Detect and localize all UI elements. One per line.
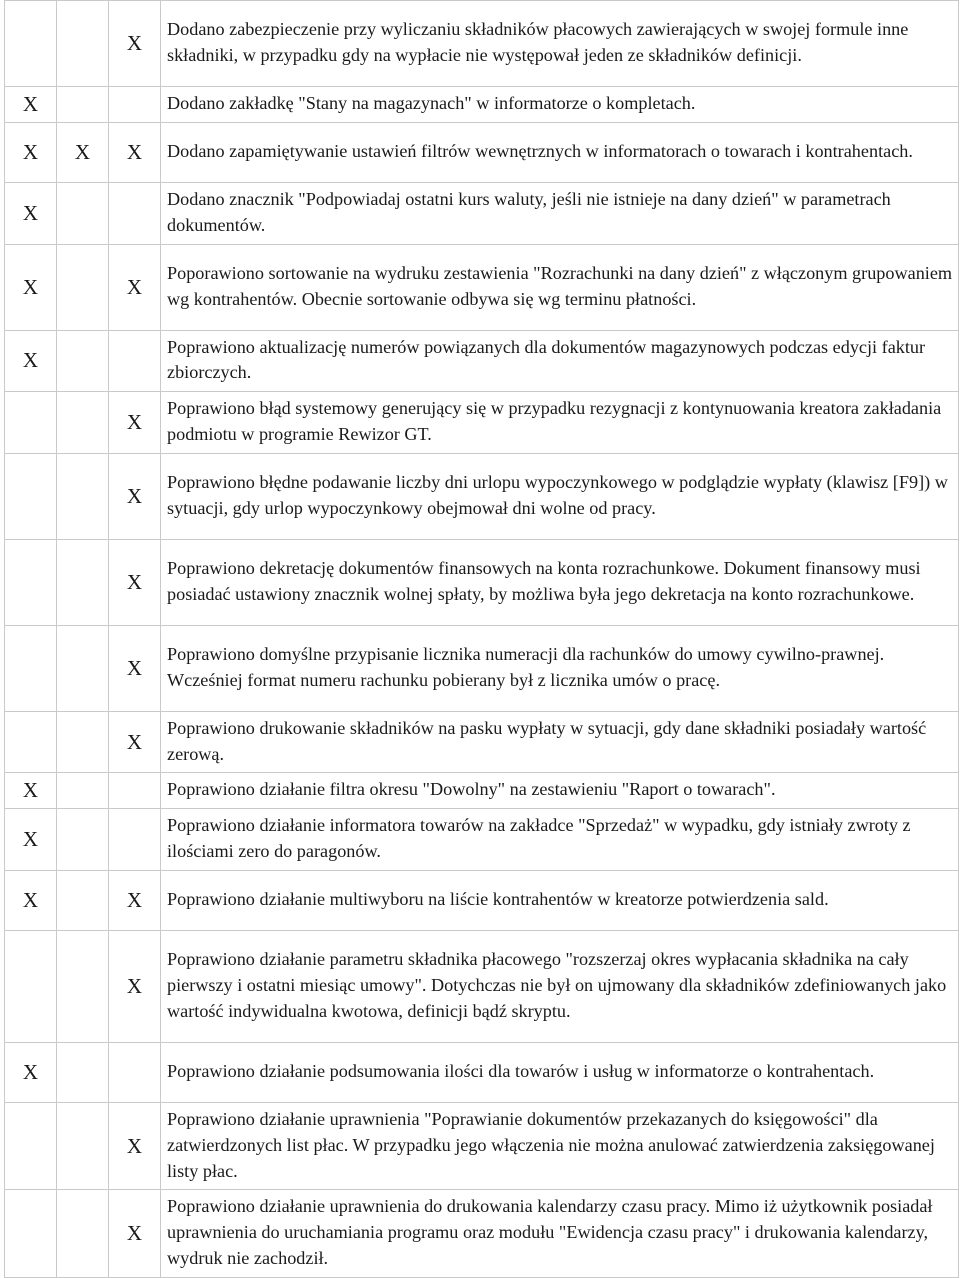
- mark-col1: [5, 711, 57, 773]
- mark-col2: [57, 870, 109, 930]
- table-row: [5, 1190, 959, 1277]
- mark-col1: [5, 625, 57, 711]
- mark-col1: [5, 392, 57, 454]
- mark-col3: X: [109, 392, 161, 454]
- change-description: Poprawiono aktualizację numerów powiązanych dla dokumentów magazynowych podczas edycji faktur zbiorczych.: [161, 330, 959, 392]
- table-row: [5, 773, 959, 809]
- table-row: [5, 1042, 959, 1102]
- change-description: Dodano zakładkę "Stany na magazynach" w informatorze o kompletach.: [161, 87, 959, 123]
- mark-col2: [57, 1042, 109, 1102]
- mark-col3: [109, 773, 161, 809]
- change-description: Poprawiono działanie multiwyboru na liście kontrahentów w kreatorze potwierdzenia sald.: [161, 870, 959, 930]
- change-description: Poprawiono błędne podawanie liczby dni urlopu wypoczynkowego w podglądzie wypłaty (klawisz [F9]) w sytuacji, gdy urlop wypoczynkowy obejmował dni wolne od pracy.: [161, 453, 959, 539]
- mark-col2: [57, 773, 109, 809]
- mark-col3: X: [109, 1190, 161, 1277]
- mark-col1: [5, 1, 57, 87]
- change-description: Poprawiono domyślne przypisanie licznika numeracji dla rachunków do umowy cywilno-prawnej. Wcześniej format numeru rachunku pobierany był z licznika umów o pracę.: [161, 625, 959, 711]
- table-row: [5, 123, 959, 183]
- mark-col3: X: [109, 539, 161, 625]
- mark-col1: X: [5, 330, 57, 392]
- mark-col1: [5, 453, 57, 539]
- mark-col1: X: [5, 1042, 57, 1102]
- mark-col2: [57, 1102, 109, 1189]
- mark-col3: [109, 330, 161, 392]
- change-description: Poprawiono błąd systemowy generujący się w przypadku rezygnacji z kontynuowania kreatora zakładania podmiotu w programie Rewizor GT.: [161, 392, 959, 454]
- change-description: Poprawiono drukowanie składników na pasku wypłaty w sytuacji, gdy dane składniki posiadały wartość zerową.: [161, 711, 959, 773]
- table-row: [5, 244, 959, 330]
- mark-col2: [57, 330, 109, 392]
- change-description: Poprawiono działanie uprawnienia do drukowania kalendarzy czasu pracy. Mimo iż użytkownik posiadał uprawnienia do uruchamiania programu oraz modułu "Ewidencja czasu pracy" i drukowania kalendarzy, wydruk nie zachodził.: [161, 1190, 959, 1277]
- mark-col2: [57, 1190, 109, 1277]
- mark-col2: [57, 453, 109, 539]
- mark-col2: [57, 392, 109, 454]
- mark-col1: [5, 930, 57, 1042]
- mark-col3: [109, 809, 161, 871]
- changelog-body: [5, 1, 959, 1278]
- mark-col2: [57, 1, 109, 87]
- table-row: [5, 330, 959, 392]
- mark-col1: X: [5, 123, 57, 183]
- change-description: Poporawiono sortowanie na wydruku zestawienia "Rozrachunki na dany dzień" z włączonym grupowaniem wg kontrahentów. Obecnie sortowanie odbywa się wg terminu płatności.: [161, 244, 959, 330]
- change-description: Poprawiono dekretację dokumentów finansowych na konta rozrachunkowe. Dokument finansowy musi posiadać ustawiony znacznik wolnej spłaty, by możliwa była jego dekretacja na konto rozrachunkowe.: [161, 539, 959, 625]
- mark-col1: X: [5, 244, 57, 330]
- change-description: Poprawiono działanie informatora towarów na zakładce "Sprzedaż" w wypadku, gdy istniały zwroty z ilościami zero do paragonów.: [161, 809, 959, 871]
- table-row: [5, 392, 959, 454]
- mark-col2: [57, 244, 109, 330]
- mark-col2: [57, 87, 109, 123]
- mark-col2: [57, 711, 109, 773]
- table-row: [5, 809, 959, 871]
- change-description: Poprawiono działanie parametru składnika płacowego "rozszerzaj okres wypłacania składnika na cały pierwszy i ostatni miesiąc umowy". Dotychczas nie był on ujmowany dla składników zdefiniowanych jako wartość indywidualna kwotowa, definicji bądź skryptu.: [161, 930, 959, 1042]
- mark-col3: X: [109, 453, 161, 539]
- table-row: [5, 711, 959, 773]
- change-description: Dodano znacznik "Podpowiadaj ostatni kurs waluty, jeśli nie istnieje na dany dzień" w parametrach dokumentów.: [161, 183, 959, 245]
- mark-col1: [5, 539, 57, 625]
- table-row: [5, 183, 959, 245]
- mark-col1: X: [5, 87, 57, 123]
- table-row: [5, 1, 959, 87]
- mark-col1: X: [5, 809, 57, 871]
- mark-col3: X: [109, 1, 161, 87]
- mark-col2: [57, 183, 109, 245]
- change-description: Poprawiono działanie podsumowania ilości dla towarów i usług w informatorze o kontrahentach.: [161, 1042, 959, 1102]
- table-row: [5, 870, 959, 930]
- table-row: [5, 1102, 959, 1189]
- mark-col1: [5, 1102, 57, 1189]
- change-description: Dodano zapamiętywanie ustawień filtrów wewnętrznych w informatorach o towarach i kontrahentach.: [161, 123, 959, 183]
- mark-col3: X: [109, 123, 161, 183]
- mark-col1: X: [5, 870, 57, 930]
- table-row: [5, 87, 959, 123]
- mark-col2: [57, 625, 109, 711]
- mark-col3: X: [109, 930, 161, 1042]
- change-description: Dodano zabezpieczenie przy wyliczaniu składników płacowych zawierających w swojej formule inne składniki, w przypadku gdy na wypłacie nie występował jeden ze składników definicji.: [161, 1, 959, 87]
- change-description: Poprawiono działanie uprawnienia "Poprawianie dokumentów przekazanych do księgowości" dla zatwierdzonych list płac. W przypadku jego włączenia nie można anulować zatwierdzenia zaksięgowanej listy płac.: [161, 1102, 959, 1189]
- change-description: Poprawiono działanie filtra okresu "Dowolny" na zestawieniu "Raport o towarach".: [161, 773, 959, 809]
- mark-col3: X: [109, 711, 161, 773]
- mark-col2: [57, 809, 109, 871]
- mark-col3: X: [109, 1102, 161, 1189]
- mark-col1: [5, 1190, 57, 1277]
- mark-col2: [57, 930, 109, 1042]
- mark-col2: X: [57, 123, 109, 183]
- table-row: [5, 625, 959, 711]
- mark-col1: X: [5, 773, 57, 809]
- mark-col2: [57, 539, 109, 625]
- mark-col3: X: [109, 870, 161, 930]
- table-row: [5, 539, 959, 625]
- table-row: [5, 930, 959, 1042]
- mark-col3: X: [109, 244, 161, 330]
- mark-col1: X: [5, 183, 57, 245]
- mark-col3: [109, 87, 161, 123]
- mark-col3: [109, 183, 161, 245]
- mark-col3: [109, 1042, 161, 1102]
- changelog-table: [4, 0, 959, 1278]
- table-row: [5, 453, 959, 539]
- mark-col3: X: [109, 625, 161, 711]
